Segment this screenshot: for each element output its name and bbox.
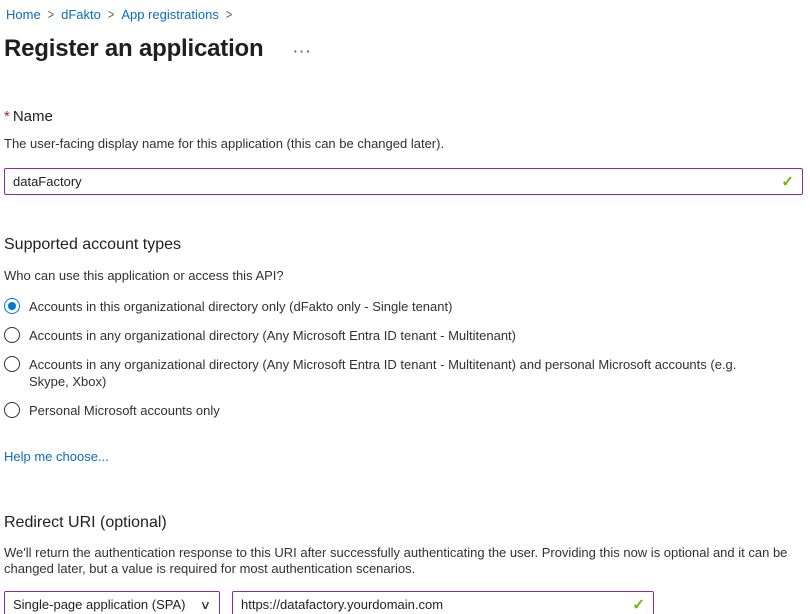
radio-option-single-tenant[interactable] — [4, 298, 802, 315]
radio-option-label: Accounts in any organizational directory (Any Microsoft Entra ID tenant - Multitenant) — [29, 328, 516, 343]
account-types-question: Who can use this application or access this API? — [4, 268, 284, 283]
name-label — [4, 108, 802, 126]
chevron-down-icon: ∨ — [199, 598, 212, 612]
name-description: The user-facing display name for this application (this can be changed later). — [4, 136, 445, 151]
breadcrumb-item-app-registrations[interactable]: App registrations — [121, 7, 219, 22]
breadcrumb-item-home[interactable]: Home — [6, 7, 41, 22]
radio-option-multitenant-personal[interactable] — [4, 356, 802, 390]
breadcrumb-item-dfakto[interactable]: dFakto — [61, 7, 101, 22]
redirect-uri-heading: Redirect URI (optional) — [4, 514, 167, 531]
radio-button-icon[interactable] — [4, 402, 20, 418]
required-asterisk: * — [4, 108, 10, 125]
radio-option-label: Personal Microsoft accounts only — [29, 403, 220, 418]
page-title: Register an application — [4, 35, 264, 62]
valid-check-icon: ✓ — [632, 595, 645, 613]
platform-select-value: Single-page application (SPA) — [13, 597, 186, 612]
supported-account-types-heading: Supported account types — [4, 236, 182, 253]
name-input-wrap — [4, 168, 803, 195]
name-label-text: Name — [12, 108, 53, 125]
radio-option-multitenant[interactable] — [4, 327, 802, 344]
breadcrumb-separator-icon: > — [225, 7, 233, 23]
breadcrumb-separator-icon: > — [47, 7, 55, 23]
breadcrumb — [4, 7, 802, 23]
uri-input-wrap — [232, 591, 654, 614]
redirect-uri-input[interactable] — [232, 591, 654, 614]
radio-option-personal-only[interactable] — [4, 402, 802, 419]
platform-select[interactable] — [4, 591, 220, 614]
redirect-uri-row — [4, 591, 802, 614]
radio-option-label: Accounts in this organizational directory only (dFakto only - Single tenant) — [29, 299, 453, 314]
breadcrumb-separator-icon: > — [107, 7, 115, 23]
radio-option-label: Accounts in any organizational directory (Any Microsoft Entra ID tenant - Multitenant) and personal Microsoft accounts (e.g. Skype, Xbox) — [29, 357, 737, 389]
account-types-radio-group — [4, 298, 802, 419]
radio-button-icon[interactable] — [4, 356, 20, 372]
more-options-icon[interactable]: ··· — [293, 43, 313, 59]
redirect-uri-description: We'll return the authentication response to this URI after successfully authenticating the user. Providing this now is optional and it can be changed later, but a value is required for most authentication scenarios. — [4, 545, 788, 576]
name-input[interactable] — [4, 168, 803, 195]
radio-button-icon[interactable] — [4, 298, 20, 314]
radio-button-icon[interactable] — [4, 327, 20, 343]
help-me-choose-link[interactable]: Help me choose... — [4, 449, 109, 464]
valid-check-icon: ✓ — [781, 172, 794, 190]
